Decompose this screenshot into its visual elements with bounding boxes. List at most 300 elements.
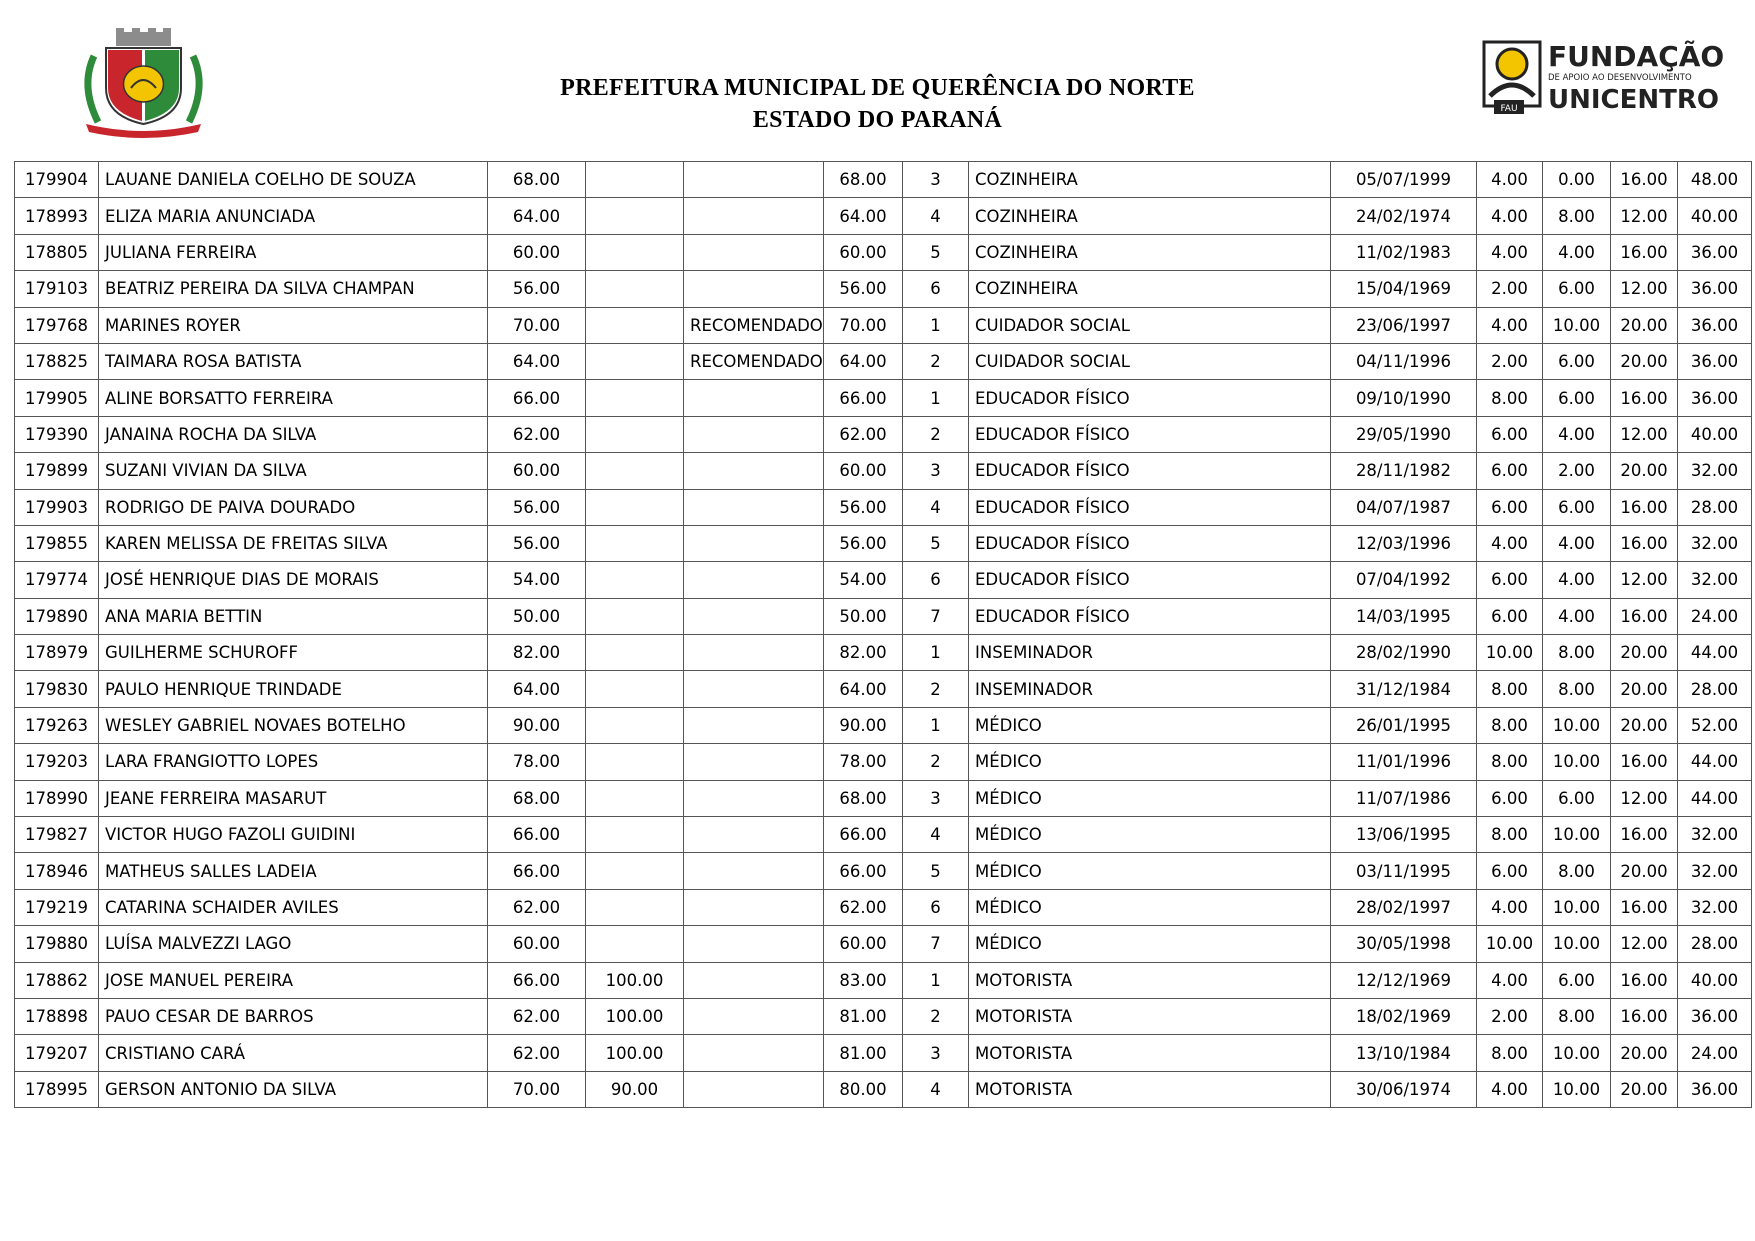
- position-cell: COZINHEIRA: [969, 271, 1331, 307]
- criterion-3-cell: 20.00: [1611, 453, 1678, 489]
- table-row: [15, 926, 1752, 962]
- criterion-4-cell: 40.00: [1678, 198, 1752, 234]
- status-cell: [684, 853, 824, 889]
- position-cell: CUIDADOR SOCIAL: [969, 307, 1331, 343]
- inscription-cell: 178805: [15, 234, 99, 270]
- criterion-4-cell: 32.00: [1678, 889, 1752, 925]
- final-score-cell: 82.00: [824, 635, 903, 671]
- final-score-cell: 60.00: [824, 234, 903, 270]
- score-cell: 70.00: [488, 307, 586, 343]
- practical-score-cell: 100.00: [586, 962, 684, 998]
- inscription-cell: 179890: [15, 598, 99, 634]
- status-cell: [684, 998, 824, 1034]
- criterion-3-cell: 20.00: [1611, 1035, 1678, 1071]
- status-cell: [684, 525, 824, 561]
- criterion-4-cell: 32.00: [1678, 817, 1752, 853]
- rank-cell: 7: [903, 926, 969, 962]
- position-cell: MÉDICO: [969, 780, 1331, 816]
- table-row: [15, 853, 1752, 889]
- criterion-1-cell: 2.00: [1477, 998, 1543, 1034]
- status-cell: [684, 744, 824, 780]
- rank-cell: 2: [903, 671, 969, 707]
- score-cell: 78.00: [488, 744, 586, 780]
- table-row: [15, 598, 1752, 634]
- candidates-table: [14, 161, 1752, 1108]
- criterion-1-cell: 6.00: [1477, 598, 1543, 634]
- rank-cell: 4: [903, 1071, 969, 1107]
- final-score-cell: 62.00: [824, 416, 903, 452]
- score-cell: 60.00: [488, 234, 586, 270]
- name-cell: JEANE FERREIRA MASARUT: [99, 780, 488, 816]
- status-cell: [684, 416, 824, 452]
- name-cell: JOSÉ HENRIQUE DIAS DE MORAIS: [99, 562, 488, 598]
- criterion-1-cell: 4.00: [1477, 1071, 1543, 1107]
- final-score-cell: 66.00: [824, 380, 903, 416]
- score-cell: 56.00: [488, 489, 586, 525]
- birthdate-cell: 30/05/1998: [1331, 926, 1477, 962]
- criterion-3-cell: 16.00: [1611, 598, 1678, 634]
- practical-score-cell: [586, 598, 684, 634]
- rank-cell: 6: [903, 271, 969, 307]
- criterion-1-cell: 6.00: [1477, 562, 1543, 598]
- score-cell: 62.00: [488, 889, 586, 925]
- criterion-3-cell: 16.00: [1611, 817, 1678, 853]
- birthdate-cell: 03/11/1995: [1331, 853, 1477, 889]
- criterion-4-cell: 44.00: [1678, 780, 1752, 816]
- rank-cell: 1: [903, 635, 969, 671]
- score-cell: 62.00: [488, 998, 586, 1034]
- status-cell: [684, 198, 824, 234]
- practical-score-cell: [586, 889, 684, 925]
- criterion-3-cell: 12.00: [1611, 198, 1678, 234]
- status-cell: [684, 889, 824, 925]
- table-row: [15, 889, 1752, 925]
- name-cell: BEATRIZ PEREIRA DA SILVA CHAMPAN: [99, 271, 488, 307]
- score-cell: 66.00: [488, 817, 586, 853]
- score-cell: 66.00: [488, 380, 586, 416]
- practical-score-cell: [586, 780, 684, 816]
- rank-cell: 5: [903, 525, 969, 561]
- birthdate-cell: 13/10/1984: [1331, 1035, 1477, 1071]
- rank-cell: 4: [903, 489, 969, 525]
- criterion-1-cell: 4.00: [1477, 889, 1543, 925]
- birthdate-cell: 13/06/1995: [1331, 817, 1477, 853]
- criterion-3-cell: 20.00: [1611, 671, 1678, 707]
- final-score-cell: 81.00: [824, 1035, 903, 1071]
- title-line-state: ESTADO DO PARANÁ: [752, 107, 1003, 133]
- status-cell: [684, 562, 824, 598]
- position-cell: EDUCADOR FÍSICO: [969, 489, 1331, 525]
- birthdate-cell: 23/06/1997: [1331, 307, 1477, 343]
- criterion-3-cell: 16.00: [1611, 998, 1678, 1034]
- name-cell: MATHEUS SALLES LADEIA: [99, 853, 488, 889]
- criterion-4-cell: 24.00: [1678, 1035, 1752, 1071]
- status-cell: [684, 380, 824, 416]
- inscription-cell: 178825: [15, 343, 99, 379]
- criterion-2-cell: 10.00: [1543, 817, 1611, 853]
- criterion-2-cell: 8.00: [1543, 998, 1611, 1034]
- criterion-2-cell: 6.00: [1543, 489, 1611, 525]
- practical-score-cell: [586, 307, 684, 343]
- final-score-cell: 64.00: [824, 343, 903, 379]
- rank-cell: 3: [903, 780, 969, 816]
- final-score-cell: 56.00: [824, 525, 903, 561]
- criterion-2-cell: 6.00: [1543, 343, 1611, 379]
- birthdate-cell: 28/02/1990: [1331, 635, 1477, 671]
- table-row: [15, 1035, 1752, 1071]
- inscription-cell: 178995: [15, 1071, 99, 1107]
- table-body: [15, 162, 1752, 1108]
- criterion-1-cell: 8.00: [1477, 817, 1543, 853]
- final-score-cell: 62.00: [824, 889, 903, 925]
- criterion-4-cell: 28.00: [1678, 671, 1752, 707]
- name-cell: PAUO CESAR DE BARROS: [99, 998, 488, 1034]
- score-cell: 54.00: [488, 562, 586, 598]
- table-row: [15, 671, 1752, 707]
- criterion-1-cell: 4.00: [1477, 525, 1543, 561]
- criterion-2-cell: 10.00: [1543, 889, 1611, 925]
- score-cell: 56.00: [488, 525, 586, 561]
- final-score-cell: 66.00: [824, 817, 903, 853]
- rank-cell: 4: [903, 198, 969, 234]
- criterion-2-cell: 4.00: [1543, 562, 1611, 598]
- birthdate-cell: 11/02/1983: [1331, 234, 1477, 270]
- criterion-3-cell: 20.00: [1611, 307, 1678, 343]
- final-score-cell: 78.00: [824, 744, 903, 780]
- position-cell: EDUCADOR FÍSICO: [969, 453, 1331, 489]
- criterion-4-cell: 36.00: [1678, 998, 1752, 1034]
- score-cell: 50.00: [488, 598, 586, 634]
- table-row: [15, 162, 1752, 198]
- page-header: [0, 0, 1755, 150]
- criterion-3-cell: 16.00: [1611, 380, 1678, 416]
- criterion-4-cell: 52.00: [1678, 707, 1752, 743]
- practical-score-cell: [586, 562, 684, 598]
- table-row: [15, 307, 1752, 343]
- criterion-2-cell: 6.00: [1543, 780, 1611, 816]
- criterion-4-cell: 44.00: [1678, 635, 1752, 671]
- practical-score-cell: 100.00: [586, 998, 684, 1034]
- birthdate-cell: 26/01/1995: [1331, 707, 1477, 743]
- birthdate-cell: 12/03/1996: [1331, 525, 1477, 561]
- practical-score-cell: [586, 853, 684, 889]
- inscription-cell: 179219: [15, 889, 99, 925]
- svg-text:FAU: FAU: [1500, 104, 1518, 114]
- rank-cell: 1: [903, 380, 969, 416]
- name-cell: VICTOR HUGO FAZOLI GUIDINI: [99, 817, 488, 853]
- criterion-4-cell: 40.00: [1678, 962, 1752, 998]
- position-cell: MOTORISTA: [969, 962, 1331, 998]
- criterion-3-cell: 12.00: [1611, 271, 1678, 307]
- position-cell: MÉDICO: [969, 853, 1331, 889]
- table-row: [15, 343, 1752, 379]
- inscription-cell: 179768: [15, 307, 99, 343]
- name-cell: ANA MARIA BETTIN: [99, 598, 488, 634]
- name-cell: JOSE MANUEL PEREIRA: [99, 962, 488, 998]
- criterion-2-cell: 2.00: [1543, 453, 1611, 489]
- criterion-2-cell: 4.00: [1543, 525, 1611, 561]
- criterion-2-cell: 8.00: [1543, 853, 1611, 889]
- status-cell: [684, 1071, 824, 1107]
- table-row: [15, 380, 1752, 416]
- final-score-cell: 83.00: [824, 962, 903, 998]
- criterion-1-cell: 2.00: [1477, 343, 1543, 379]
- name-cell: CRISTIANO CARÁ: [99, 1035, 488, 1071]
- criterion-2-cell: 4.00: [1543, 416, 1611, 452]
- name-cell: GUILHERME SCHUROFF: [99, 635, 488, 671]
- criterion-1-cell: 2.00: [1477, 271, 1543, 307]
- criterion-4-cell: 44.00: [1678, 744, 1752, 780]
- inscription-cell: 179207: [15, 1035, 99, 1071]
- practical-score-cell: [586, 707, 684, 743]
- inscription-cell: 179103: [15, 271, 99, 307]
- status-cell: [684, 489, 824, 525]
- score-cell: 66.00: [488, 962, 586, 998]
- criterion-3-cell: 16.00: [1611, 162, 1678, 198]
- final-score-cell: 90.00: [824, 707, 903, 743]
- inscription-cell: 178993: [15, 198, 99, 234]
- position-cell: INSEMINADOR: [969, 671, 1331, 707]
- criterion-2-cell: 6.00: [1543, 380, 1611, 416]
- table-row: [15, 744, 1752, 780]
- score-cell: 64.00: [488, 671, 586, 707]
- position-cell: COZINHEIRA: [969, 162, 1331, 198]
- inscription-cell: 178946: [15, 853, 99, 889]
- practical-score-cell: [586, 234, 684, 270]
- criterion-1-cell: 10.00: [1477, 635, 1543, 671]
- practical-score-cell: [586, 198, 684, 234]
- name-cell: LAUANE DANIELA COELHO DE SOUZA: [99, 162, 488, 198]
- criterion-3-cell: 20.00: [1611, 343, 1678, 379]
- criterion-1-cell: 10.00: [1477, 926, 1543, 962]
- birthdate-cell: 28/02/1997: [1331, 889, 1477, 925]
- criterion-1-cell: 4.00: [1477, 162, 1543, 198]
- rank-cell: 7: [903, 598, 969, 634]
- birthdate-cell: 11/01/1996: [1331, 744, 1477, 780]
- status-cell: [684, 817, 824, 853]
- criterion-4-cell: 28.00: [1678, 926, 1752, 962]
- criterion-2-cell: 8.00: [1543, 198, 1611, 234]
- inscription-cell: 179830: [15, 671, 99, 707]
- criterion-2-cell: 6.00: [1543, 962, 1611, 998]
- table-row: [15, 635, 1752, 671]
- rank-cell: 6: [903, 889, 969, 925]
- name-cell: WESLEY GABRIEL NOVAES BOTELHO: [99, 707, 488, 743]
- status-cell: RECOMENDADO: [684, 307, 824, 343]
- inscription-cell: 179203: [15, 744, 99, 780]
- name-cell: RODRIGO DE PAIVA DOURADO: [99, 489, 488, 525]
- birthdate-cell: 11/07/1986: [1331, 780, 1477, 816]
- name-cell: GERSON ANTONIO DA SILVA: [99, 1071, 488, 1107]
- status-cell: [684, 453, 824, 489]
- title-line-municipality: PREFEITURA MUNICIPAL DE QUERÊNCIA DO NORTE: [560, 75, 1195, 101]
- position-cell: MÉDICO: [969, 707, 1331, 743]
- criterion-4-cell: 28.00: [1678, 489, 1752, 525]
- inscription-cell: 179905: [15, 380, 99, 416]
- fundacao-unicentro-logo-icon: [1482, 34, 1725, 120]
- criterion-4-cell: 36.00: [1678, 380, 1752, 416]
- name-cell: PAULO HENRIQUE TRINDADE: [99, 671, 488, 707]
- final-score-cell: 80.00: [824, 1071, 903, 1107]
- final-score-cell: 56.00: [824, 489, 903, 525]
- criterion-2-cell: 10.00: [1543, 1035, 1611, 1071]
- criterion-2-cell: 4.00: [1543, 234, 1611, 270]
- practical-score-cell: [586, 489, 684, 525]
- position-cell: EDUCADOR FÍSICO: [969, 562, 1331, 598]
- score-cell: 62.00: [488, 416, 586, 452]
- practical-score-cell: [586, 416, 684, 452]
- criterion-4-cell: 36.00: [1678, 271, 1752, 307]
- rank-cell: 3: [903, 162, 969, 198]
- table-row: [15, 489, 1752, 525]
- practical-score-cell: [586, 343, 684, 379]
- criterion-3-cell: 12.00: [1611, 562, 1678, 598]
- final-score-cell: 81.00: [824, 998, 903, 1034]
- table-row: [15, 707, 1752, 743]
- final-score-cell: 54.00: [824, 562, 903, 598]
- table-row: [15, 962, 1752, 998]
- final-score-cell: 64.00: [824, 198, 903, 234]
- inscription-cell: 179880: [15, 926, 99, 962]
- birthdate-cell: 15/04/1969: [1331, 271, 1477, 307]
- inscription-cell: 178979: [15, 635, 99, 671]
- rank-cell: 3: [903, 453, 969, 489]
- table-row: [15, 998, 1752, 1034]
- criterion-1-cell: 8.00: [1477, 744, 1543, 780]
- criterion-4-cell: 36.00: [1678, 1071, 1752, 1107]
- table-row: [15, 817, 1752, 853]
- criterion-3-cell: 16.00: [1611, 234, 1678, 270]
- position-cell: MÉDICO: [969, 817, 1331, 853]
- criterion-3-cell: 20.00: [1611, 635, 1678, 671]
- practical-score-cell: [586, 271, 684, 307]
- criterion-1-cell: 8.00: [1477, 707, 1543, 743]
- table-row: [15, 198, 1752, 234]
- rank-cell: 4: [903, 817, 969, 853]
- criterion-3-cell: 12.00: [1611, 926, 1678, 962]
- name-cell: LUÍSA MALVEZZI LAGO: [99, 926, 488, 962]
- criterion-4-cell: 32.00: [1678, 562, 1752, 598]
- table-row: [15, 562, 1752, 598]
- criterion-3-cell: 16.00: [1611, 889, 1678, 925]
- name-cell: MARINES ROYER: [99, 307, 488, 343]
- score-cell: 82.00: [488, 635, 586, 671]
- criterion-4-cell: 40.00: [1678, 416, 1752, 452]
- status-cell: [684, 962, 824, 998]
- position-cell: MÉDICO: [969, 744, 1331, 780]
- position-cell: INSEMINADOR: [969, 635, 1331, 671]
- status-cell: [684, 707, 824, 743]
- birthdate-cell: 29/05/1990: [1331, 416, 1477, 452]
- criterion-4-cell: 48.00: [1678, 162, 1752, 198]
- name-cell: KAREN MELISSA DE FREITAS SILVA: [99, 525, 488, 561]
- criterion-1-cell: 8.00: [1477, 1035, 1543, 1071]
- criterion-1-cell: 6.00: [1477, 489, 1543, 525]
- svg-text:FUNDAÇÃO: FUNDAÇÃO: [1548, 40, 1725, 73]
- practical-score-cell: [586, 817, 684, 853]
- criterion-3-cell: 20.00: [1611, 707, 1678, 743]
- criterion-3-cell: 12.00: [1611, 780, 1678, 816]
- position-cell: MOTORISTA: [969, 1035, 1331, 1071]
- status-cell: [684, 234, 824, 270]
- final-score-cell: 50.00: [824, 598, 903, 634]
- criterion-2-cell: 6.00: [1543, 271, 1611, 307]
- position-cell: MÉDICO: [969, 926, 1331, 962]
- criterion-3-cell: 16.00: [1611, 744, 1678, 780]
- score-cell: 60.00: [488, 926, 586, 962]
- final-score-cell: 68.00: [824, 162, 903, 198]
- practical-score-cell: [586, 744, 684, 780]
- criterion-1-cell: 6.00: [1477, 416, 1543, 452]
- table-row: [15, 416, 1752, 452]
- table-row: [15, 1071, 1752, 1107]
- rank-cell: 5: [903, 853, 969, 889]
- birthdate-cell: 09/10/1990: [1331, 380, 1477, 416]
- criterion-4-cell: 36.00: [1678, 307, 1752, 343]
- practical-score-cell: 90.00: [586, 1071, 684, 1107]
- rank-cell: 2: [903, 416, 969, 452]
- name-cell: JANAINA ROCHA DA SILVA: [99, 416, 488, 452]
- status-cell: [684, 162, 824, 198]
- criterion-1-cell: 4.00: [1477, 307, 1543, 343]
- score-cell: 66.00: [488, 853, 586, 889]
- criterion-3-cell: 16.00: [1611, 525, 1678, 561]
- criterion-3-cell: 16.00: [1611, 962, 1678, 998]
- criterion-4-cell: 32.00: [1678, 525, 1752, 561]
- final-score-cell: 70.00: [824, 307, 903, 343]
- criterion-1-cell: 6.00: [1477, 453, 1543, 489]
- birthdate-cell: 07/04/1992: [1331, 562, 1477, 598]
- criterion-4-cell: 32.00: [1678, 453, 1752, 489]
- score-cell: 62.00: [488, 1035, 586, 1071]
- practical-score-cell: [586, 380, 684, 416]
- final-score-cell: 68.00: [824, 780, 903, 816]
- status-cell: [684, 671, 824, 707]
- practical-score-cell: [586, 525, 684, 561]
- criterion-4-cell: 36.00: [1678, 234, 1752, 270]
- score-cell: 64.00: [488, 343, 586, 379]
- score-cell: 70.00: [488, 1071, 586, 1107]
- criterion-2-cell: 10.00: [1543, 707, 1611, 743]
- birthdate-cell: 18/02/1969: [1331, 998, 1477, 1034]
- practical-score-cell: [586, 635, 684, 671]
- score-cell: 68.00: [488, 162, 586, 198]
- rank-cell: 6: [903, 562, 969, 598]
- birthdate-cell: 04/07/1987: [1331, 489, 1477, 525]
- criterion-2-cell: 10.00: [1543, 926, 1611, 962]
- rank-cell: 3: [903, 1035, 969, 1071]
- final-score-cell: 56.00: [824, 271, 903, 307]
- name-cell: ALINE BORSATTO FERREIRA: [99, 380, 488, 416]
- criterion-1-cell: 6.00: [1477, 853, 1543, 889]
- criterion-2-cell: 10.00: [1543, 744, 1611, 780]
- score-cell: 60.00: [488, 453, 586, 489]
- rank-cell: 2: [903, 744, 969, 780]
- inscription-cell: 179263: [15, 707, 99, 743]
- inscription-cell: 179855: [15, 525, 99, 561]
- score-cell: 90.00: [488, 707, 586, 743]
- criterion-2-cell: 8.00: [1543, 635, 1611, 671]
- final-score-cell: 66.00: [824, 853, 903, 889]
- position-cell: EDUCADOR FÍSICO: [969, 525, 1331, 561]
- criterion-1-cell: 4.00: [1477, 962, 1543, 998]
- criterion-1-cell: 6.00: [1477, 780, 1543, 816]
- svg-text:DE APOIO AO DESENVOLVIMENTO: DE APOIO AO DESENVOLVIMENTO: [1548, 73, 1692, 83]
- inscription-cell: 178862: [15, 962, 99, 998]
- practical-score-cell: [586, 671, 684, 707]
- practical-score-cell: [586, 926, 684, 962]
- birthdate-cell: 30/06/1974: [1331, 1071, 1477, 1107]
